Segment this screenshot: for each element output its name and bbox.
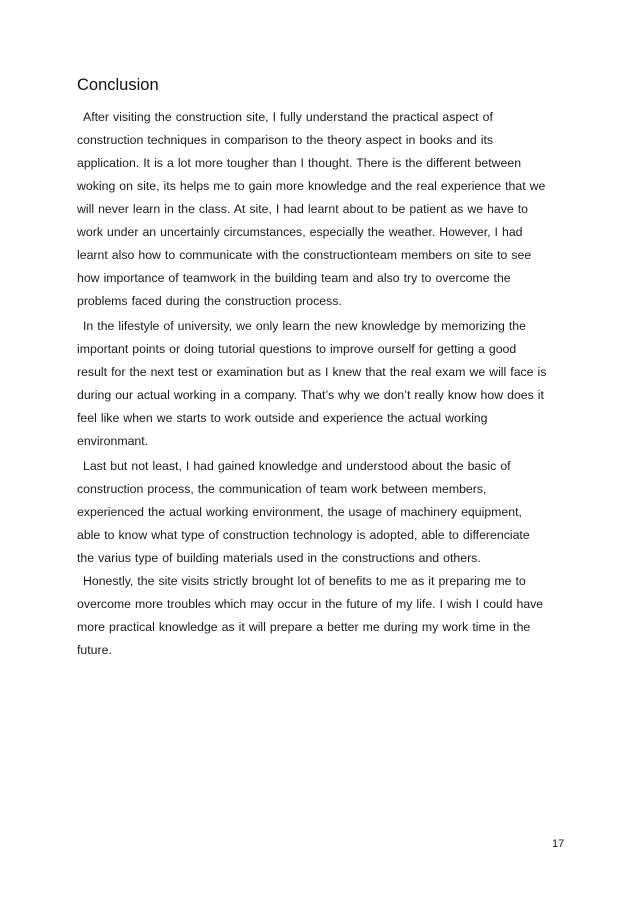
text-line: will never learn in the class. At site, I had learnt about to be patient as we have to (77, 202, 529, 216)
text-line: construction techniques in comparison to the theory aspect in books and its (77, 133, 494, 147)
paragraph-3 (77, 455, 577, 570)
text-line: able to know what type of construction technology is adopted, able to differenciate (77, 528, 530, 542)
text-line: during our actual working in a company. That’s why we don’t really know how does it (77, 388, 544, 402)
paragraph-1 (77, 106, 577, 313)
text-line: how importance of teamwork in the building team and also try to overcome the (77, 271, 511, 285)
text-line: the varius type of building materials used in the constructions and others. (77, 551, 481, 565)
text-line: experienced the actual working environment, the usage of machinery equipment, (77, 505, 522, 519)
page-number: 17 (552, 838, 565, 850)
text-line: learnt also how to communicate with the constructionteam members on site to see (77, 248, 532, 262)
text-line: Honestly, the site visits strictly brought lot of benefits to me as it preparing me to (83, 574, 526, 588)
text-line: problems faced during the construction process. (77, 294, 342, 308)
text-line: woking on site, its helps me to gain more knowledge and the real experience that we (77, 179, 546, 193)
text-line: future. (77, 643, 112, 657)
text-line: application. It is a lot more tougher than I thought. There is the different between (77, 156, 522, 170)
text-line: feel like when we starts to work outside and experience the actual working (77, 411, 488, 425)
page-title: Conclusion (77, 76, 159, 94)
text-line: environmant. (77, 434, 149, 448)
text-line: overcome more troubles which may occur in the future of my life. I wish I could have (77, 597, 544, 611)
paragraph-4 (77, 570, 577, 662)
paragraph-2 (77, 315, 577, 453)
text-line: result for the next test or examination but as I knew that the real exam we will face is (77, 365, 547, 379)
text-line: Last but not least, I had gained knowledge and understood about the basic of (83, 459, 511, 473)
text-line: important points or doing tutorial questions to improve ourself for getting a good (77, 342, 517, 356)
text-line: work under an uncertainly circumstances, especially the weather. However, I had (77, 225, 523, 239)
text-line: In the lifestyle of university, we only learn the new knowledge by memorizing the (83, 319, 526, 333)
text-line: construction process, the communication of team work between members, (77, 482, 487, 496)
text-line: more practical knowledge as it will prepare a better me during my work time in the (77, 620, 531, 634)
text-line: After visiting the construction site, I fully understand the practical aspect of (83, 110, 493, 124)
